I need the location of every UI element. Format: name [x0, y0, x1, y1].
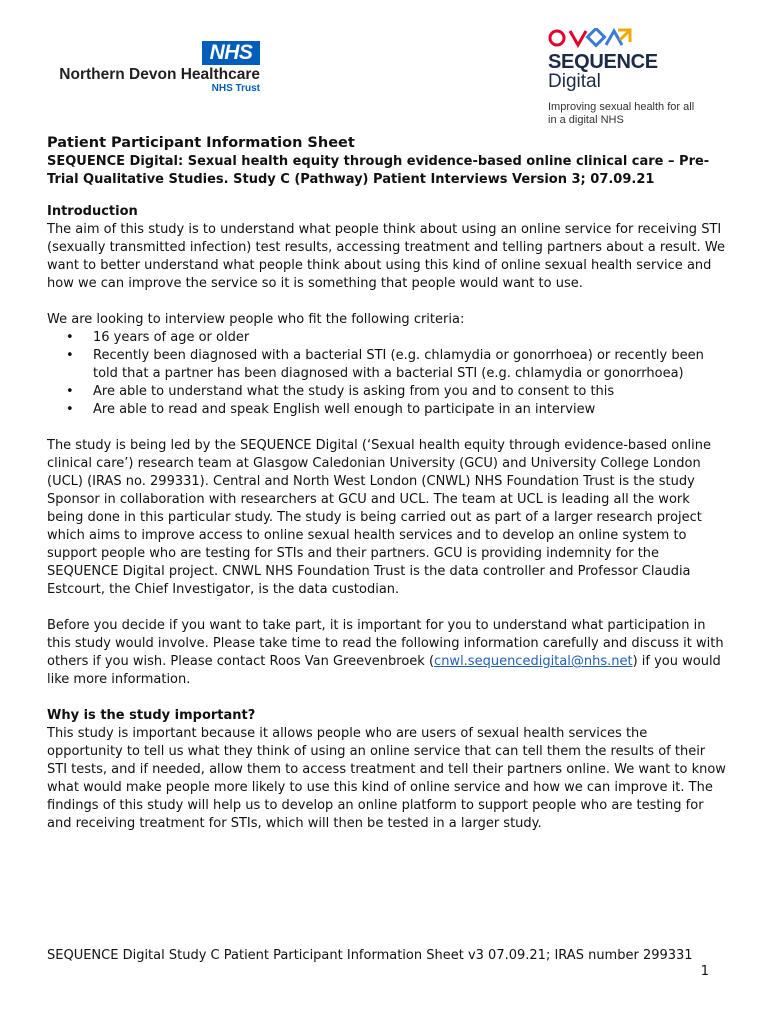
study-lead-paragraph: The study is being led by the SEQUENCE Digital (‘Sexual health equity through evidence-based online clinical care’) research team at Glasgow Caledonian University (GCU) and University College London (UCL) (IRAS no. 299331). Central and North West London (CNWL) NHS Foundation Trust is the study Sponsor in collaboration with researchers at GCU and UCL. The team at UCL is leading all the work being done in this particular study. The study is being carried out as part of a larger research project which aims to improve access to online sexual health services and to develop an online system to support people who are testing for STIs and their partners. GCU is providing indemnity for the SEQUENCE Digital project. CNWL NHS Foundation Trust is the data controller and Professor Claudia Estcourt, the Chief Investigator, is the data custodian.	[47, 438, 711, 597]
criteria-item-text: Are able to read and speak English well enough to participate in an interview	[93, 402, 596, 417]
nhs-organisation-name: Northern Devon Healthcare	[59, 66, 260, 83]
criteria-item-text: Recently been diagnosed with a bacterial STI (e.g. chlamydia or gonorrhoea) or recently been told that a partner has been diagnosed with a bacterial STI (e.g. chlamydia or gonorrhoea)	[93, 348, 704, 381]
document-subtitle: SEQUENCE Digital: Sexual health equity through evidence-based online clinical care – Pre-Trial Qualitative Studies. Study C (Pathway) Patient Interviews Version 3; 07.09.21	[47, 154, 710, 187]
criteria-item	[47, 329, 727, 347]
criteria-item-text: 16 years of age or older	[93, 330, 250, 345]
criteria-item	[47, 401, 727, 419]
criteria-item	[47, 347, 727, 383]
bullet-icon: •	[66, 384, 74, 399]
introduction-heading: Introduction	[47, 204, 138, 219]
before-you-decide-paragraph	[47, 617, 727, 689]
contact-email-link[interactable]: cnwl.sequencedigital@nhs.net	[434, 654, 633, 669]
bullet-icon: •	[66, 348, 74, 363]
page-footer	[47, 948, 709, 979]
criteria-list	[47, 329, 727, 419]
why-important-paragraph: This study is important because it allows people who are users of sexual health services the opportunity to tell us what they think of using an online service that can tell them the results of their STI tests, and if needed, allow them to access treatment and tell their partners online. We want to know what would make people more likely to use this kind of online service and how we can improve it. The findings of this study will help us to develop an online platform to support people who are testing for and receiving treatment for STIs, which will then be tested in a larger study.	[47, 726, 726, 831]
page-number: 1	[700, 964, 709, 979]
criteria-intro: We are looking to interview people who fit the following criteria:	[47, 312, 465, 327]
sequence-logo-tagline: Improving sexual health for all in a digital NHS	[548, 101, 695, 126]
document-title: Patient Participant Information Sheet	[47, 135, 355, 151]
nhs-logo	[46, 41, 260, 95]
sequence-logo-shapes-icon	[548, 28, 632, 48]
footer-text: SEQUENCE Digital Study C Patient Participant Information Sheet v3 07.09.21; IRAS number 299331	[47, 948, 693, 963]
sequence-digital-logo	[548, 28, 728, 128]
document-body	[47, 133, 727, 851]
bullet-icon: •	[66, 330, 74, 345]
why-important-heading: Why is the study important?	[47, 708, 256, 723]
before-text-end: ) if you would like more information.	[47, 654, 721, 687]
sequence-logo-name: SEQUENCE	[548, 51, 658, 73]
nhs-trust-label: NHS Trust	[211, 83, 260, 94]
sequence-logo-subtitle: Digital	[548, 71, 601, 92]
introduction-paragraph: The aim of this study is to understand what people think about using an online service for receiving STI (sexually transmitted infection) test results, accessing treatment and telling partners about a result. We want to better understand what people think about using this kind of online sexual health service and how we can improve the service so it is something that people would want to use.	[47, 222, 725, 291]
criteria-item	[47, 383, 727, 401]
before-text-start: Before you decide if you want to take part, it is important for you to understand what participation in this study would involve. Please take time to read the following information carefully and discuss it with others if you wish. Please contact Roos Van Greevenbroek (	[47, 618, 724, 669]
nhs-logo-box: NHS	[202, 41, 260, 65]
criteria-item-text: Are able to understand what the study is asking from you and to consent to this	[93, 384, 615, 399]
bullet-icon: •	[66, 402, 74, 417]
